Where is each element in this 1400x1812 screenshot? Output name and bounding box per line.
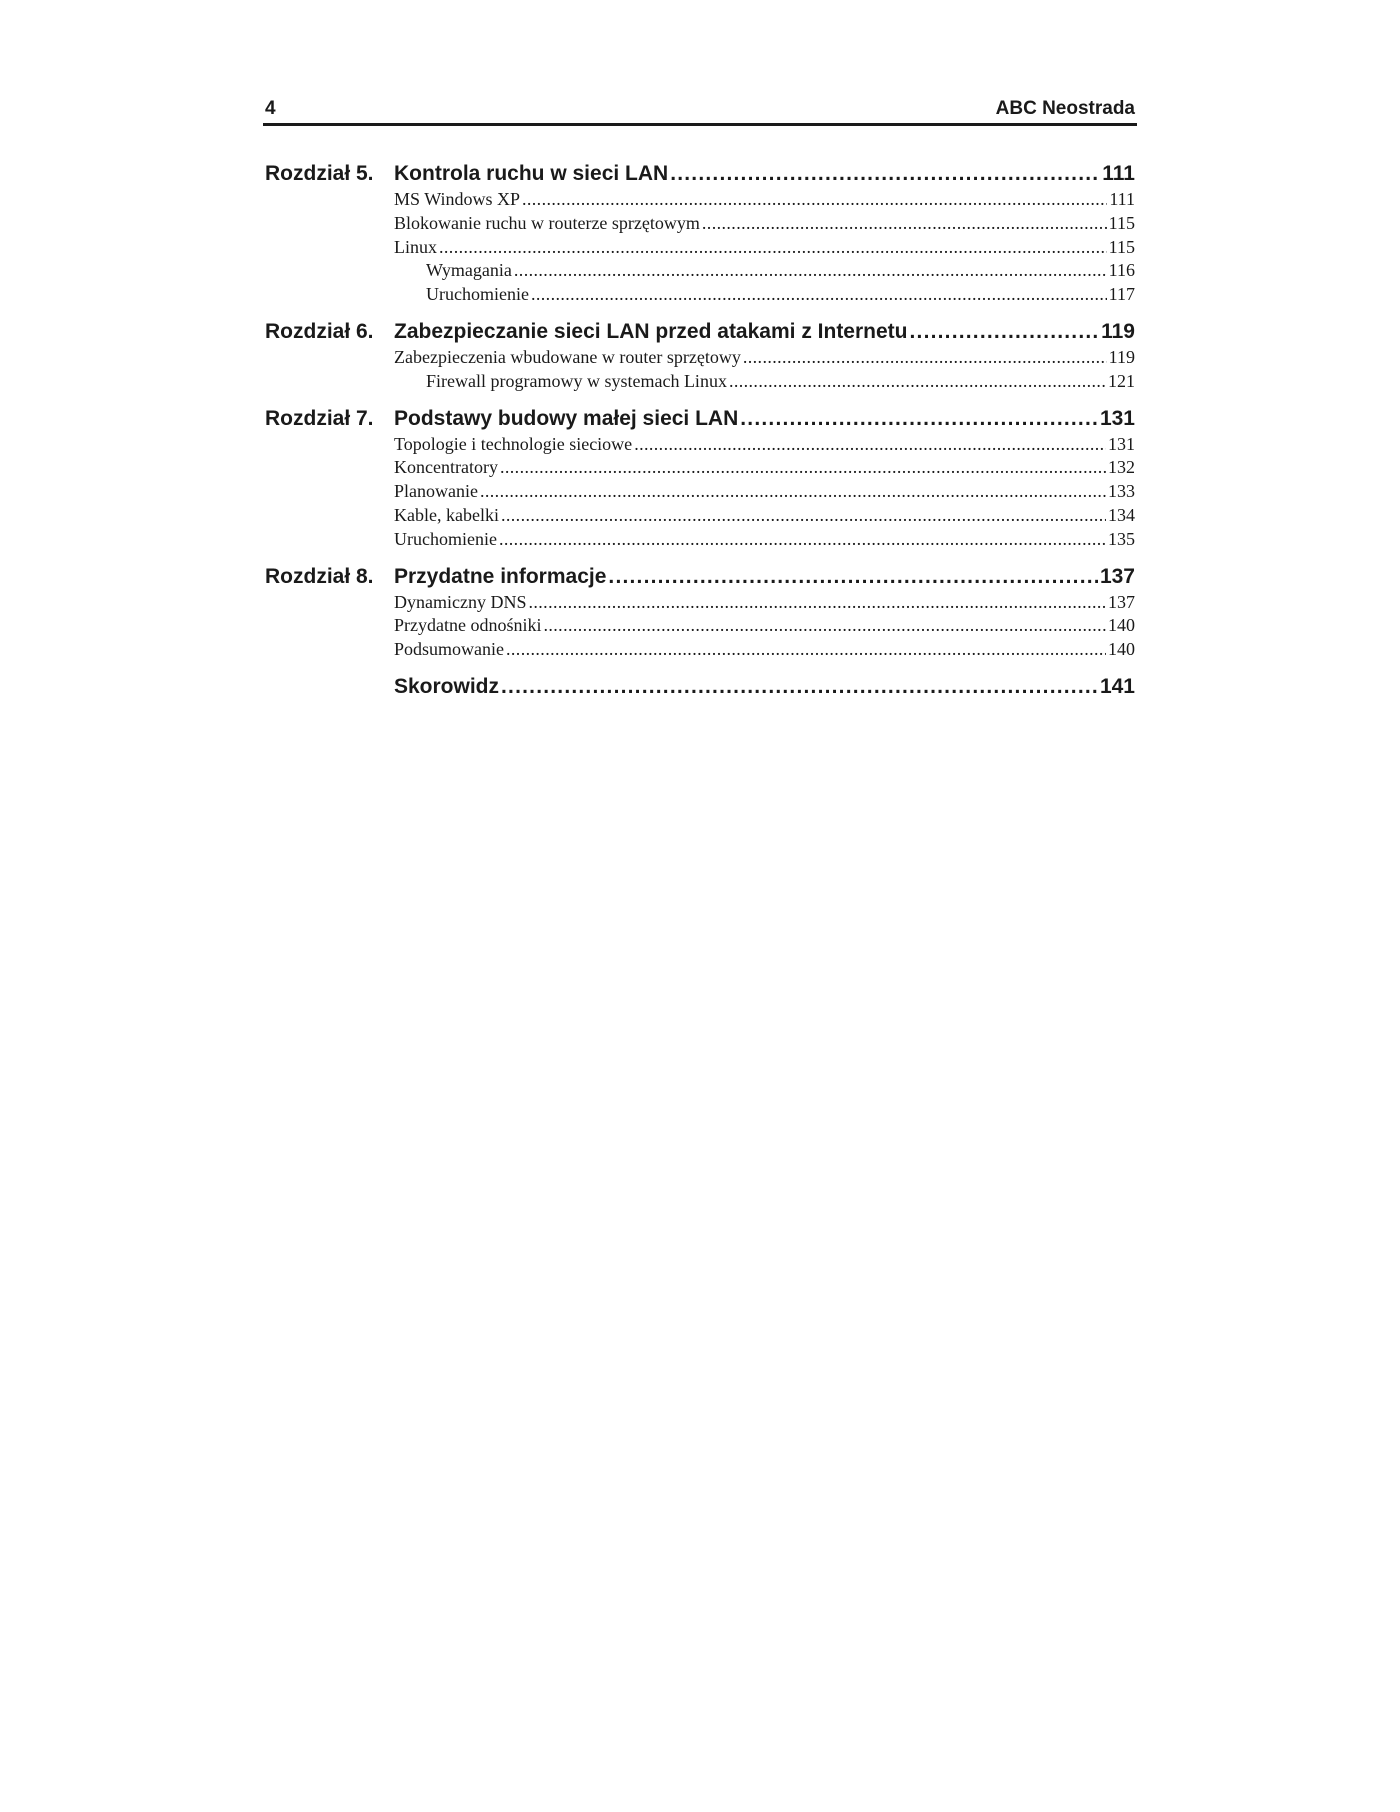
section-entry[interactable]	[263, 212, 1135, 236]
dot-leader	[531, 283, 1107, 307]
section-title: Blokowanie ruchu w routerze sprzętowym	[394, 212, 700, 233]
chapter-page: 137	[1099, 564, 1135, 588]
section-page: 111	[1109, 189, 1135, 209]
section-page: 132	[1108, 457, 1135, 478]
section-entry[interactable]	[263, 188, 1135, 212]
subsection-page: 121	[1108, 370, 1135, 391]
section-page: 134	[1108, 504, 1135, 525]
chapter-label: Rozdział 8.	[265, 564, 374, 588]
section-title: Koncentratory	[394, 457, 498, 478]
chapter-title: Podstawy budowy małej sieci LAN	[394, 406, 739, 430]
section-title: Zabezpieczenia wbudowane w router sprzętowy	[394, 346, 741, 367]
section-page: 115	[1108, 236, 1135, 257]
section-entry[interactable]	[263, 614, 1135, 638]
section-entry[interactable]	[263, 456, 1135, 480]
section-entry[interactable]	[263, 346, 1135, 370]
dot-leader	[528, 591, 1106, 615]
section-title: MS Windows XP	[394, 189, 520, 209]
subsection-entry[interactable]	[263, 259, 1135, 283]
dot-leader	[480, 480, 1106, 504]
chapter-title: Przydatne informacje	[394, 564, 607, 588]
section-page: 115	[1108, 212, 1135, 233]
chapter-page: 131	[1099, 406, 1135, 430]
subsection-page: 117	[1108, 284, 1135, 305]
section-page: 135	[1108, 528, 1135, 549]
dot-leader	[500, 456, 1106, 480]
chapter-page: 119	[1101, 319, 1135, 343]
toc-chapter-8	[263, 563, 1135, 662]
dot-leader	[608, 563, 1098, 591]
section-page: 131	[1108, 433, 1135, 454]
chapter-label: Rozdział 6.	[265, 319, 374, 343]
section-title: Podsumowanie	[394, 639, 504, 660]
dot-leader	[910, 318, 1100, 346]
section-title: Planowanie	[394, 481, 478, 502]
chapter-entry[interactable]	[263, 405, 1135, 433]
index-title: Skorowidz	[394, 674, 500, 698]
dot-leader	[514, 259, 1107, 283]
chapter-title: Kontrola ruchu w sieci LAN	[394, 162, 669, 185]
chapter-entry[interactable]	[263, 160, 1135, 188]
section-entry[interactable]	[263, 591, 1135, 615]
dot-leader	[501, 504, 1106, 528]
section-entry[interactable]	[263, 236, 1135, 260]
section-title: Uruchomienie	[394, 528, 497, 549]
index-page: 141	[1099, 674, 1135, 698]
running-header	[263, 98, 1135, 122]
section-entry[interactable]	[263, 504, 1135, 528]
section-page: 137	[1108, 591, 1135, 612]
subsection-page: 116	[1108, 260, 1135, 281]
subsection-entry[interactable]	[263, 370, 1135, 394]
section-entry[interactable]	[263, 480, 1135, 504]
section-title: Kable, kabelki	[394, 504, 499, 525]
section-page: 119	[1108, 346, 1135, 367]
dot-leader	[634, 433, 1106, 457]
dot-leader	[743, 346, 1107, 370]
index-entry[interactable]	[263, 673, 1135, 701]
section-page: 133	[1108, 481, 1135, 502]
page-number: 4	[265, 98, 276, 119]
table-of-contents	[263, 160, 1135, 701]
toc-chapter-5	[263, 160, 1135, 307]
chapter-entry[interactable]	[263, 318, 1135, 346]
section-title: Przydatne odnośniki	[394, 615, 542, 636]
dot-leader	[506, 638, 1106, 662]
section-entry[interactable]	[263, 528, 1135, 552]
book-title: ABC Neostrada	[995, 98, 1135, 119]
dot-leader	[501, 673, 1098, 701]
dot-leader	[499, 528, 1106, 552]
chapter-page: 111	[1102, 162, 1135, 185]
dot-leader	[543, 614, 1106, 638]
subsection-entry[interactable]	[263, 283, 1135, 307]
chapter-entry[interactable]	[263, 563, 1135, 591]
section-page: 140	[1108, 615, 1135, 636]
chapter-label: Rozdział 7.	[265, 406, 374, 430]
chapter-title: Zabezpieczanie sieci LAN przed atakami z Internetu	[394, 319, 908, 343]
toc-chapter-7	[263, 405, 1135, 552]
dot-leader	[702, 212, 1107, 236]
section-title: Linux	[394, 236, 437, 257]
toc-chapter-6	[263, 318, 1135, 394]
section-title: Dynamiczny DNS	[394, 591, 527, 612]
header-rule	[263, 123, 1137, 126]
subsection-title: Firewall programowy w systemach Linux	[426, 370, 727, 391]
section-entry[interactable]	[263, 638, 1135, 662]
chapter-label: Rozdział 5.	[265, 162, 374, 185]
toc-index	[263, 673, 1135, 701]
dot-leader	[439, 236, 1107, 260]
dot-leader	[522, 188, 1107, 212]
section-entry[interactable]	[263, 433, 1135, 457]
subsection-title: Wymagania	[426, 260, 512, 281]
dot-leader	[670, 160, 1100, 188]
section-title: Topologie i technologie sieciowe	[394, 433, 633, 454]
subsection-title: Uruchomienie	[426, 284, 529, 305]
dot-leader	[729, 370, 1106, 394]
dot-leader	[740, 405, 1098, 433]
section-page: 140	[1108, 639, 1135, 660]
